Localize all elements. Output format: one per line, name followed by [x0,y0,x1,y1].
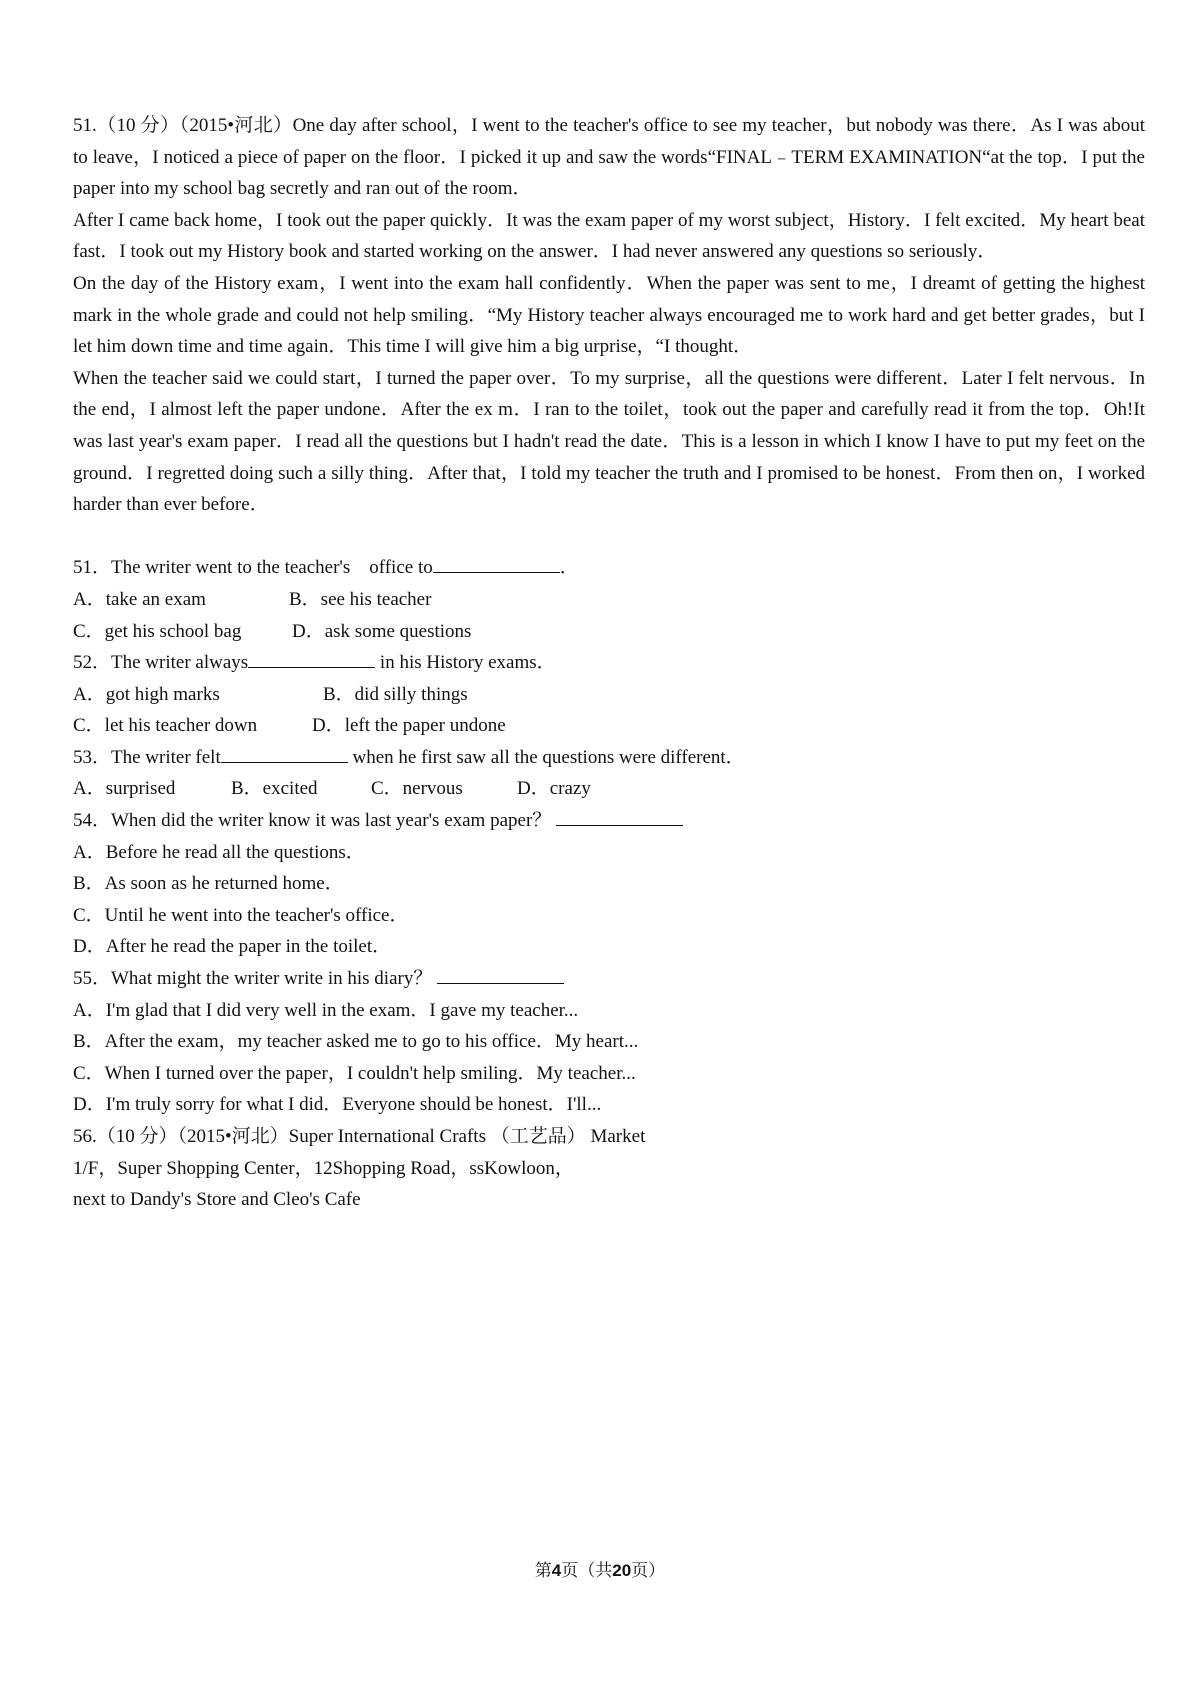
question-51-options-ab [73,584,1145,616]
answer-blank [433,555,560,573]
option-d: D．crazy [517,778,591,800]
option-b: B．As soon as he returned home． [73,873,344,895]
option-b: B．After the exam，my teacher asked me to go to his office．My heart... [73,1031,639,1053]
question-56-address: 1/F，Super Shopping Center，12Shopping Road，ssKowloon， [73,1157,574,1179]
option-a: A．take an exam [73,588,206,610]
option-d: D．ask some questions [292,620,472,642]
option-a: A．got high marks [73,683,220,705]
option-b: B．see his teacher [289,588,432,610]
option-d: D．left the paper undone [312,715,506,737]
passage-paragraph-4: When the teacher said we could start，I turned the paper over．To my surprise，all the questions were different．Later I felt nervous．In the end，I almost left the paper undone．After the ex m．I ran to the toilet，took out the paper and carefully read it from the top．Oh!It was last year's exam paper．I read all the questions but I hadn't read the date．This is a lesson in which I know I have to put my feet on the ground．I regretted doing such a silly thing．After that，I told my teacher the truth and I promised to be honest．From then on，I worked harder than ever before． [73,367,1145,516]
option-b: B．excited [231,778,318,800]
question-56-location: next to Dandy's Store and Cleo's Cafe [73,1189,361,1211]
question-56-header: 56.（10 分）（2015•河北）Super International Crafts （工艺品） Market [73,1126,646,1147]
option-c: C．get his school bag [73,620,242,642]
question-53-stem: 53．The writer felt when he first saw all the questions were different． [73,742,1145,774]
reading-passage [73,110,1145,521]
question-54-stem: 54．When did the writer know it was last year's exam paper？ [73,805,1145,837]
answer-blank [556,808,683,826]
question-53-options [73,773,1145,805]
question-list [73,552,1145,1215]
question-52-options-cd [73,710,1145,742]
page-total: 20 [612,1561,632,1580]
option-d: D．I'm truly sorry for what I did．Everyone should be honest．I'll... [73,1094,602,1116]
question-55-stem: 55．What might the writer write in his diary？ [73,963,1145,995]
page-number: 4 [551,1561,562,1580]
option-a: A．surprised [73,778,176,800]
option-c: C．nervous [371,778,463,800]
page-footer: 第4页（共20页） [534,1561,666,1580]
question-52-options-ab [73,679,1145,711]
document-body [73,110,1145,1216]
question-51-options-cd [73,616,1145,648]
question-51-stem: 51．The writer went to the teacher's office to ． [73,552,1145,584]
answer-blank [248,650,375,668]
option-c: C．When I turned over the paper，I couldn't help smiling．My teacher... [73,1062,636,1084]
option-d: D．After he read the paper in the toilet． [73,936,392,958]
passage-paragraph-3: On the day of the History exam，I went into the exam hall confidently．When the paper was sent to me，I dreamt of getting the highest mark in the whole grade and could not help smiling．“My History teacher always encouraged me to work hard and get better grades，but I let him down time and time again．This time I will give him a big urprise，“I thought． [73,272,1145,358]
question-header: 51.（10 分）（2015•河北） [73,115,293,136]
option-a: A．Before he read all the questions． [73,841,365,863]
option-c: C．let his teacher down [73,715,258,737]
passage-paragraph-1: 51.（10 分）（2015•河北）One day after school，I went to the teacher's office to see my teacher，but nobody was there．As I was about to leave，I noticed a piece of paper on the floor．I picked it up and saw the words“FINAL﹣TERM EXAMINATION“at the top．I put the paper into my school bag secretly and ran out of the room． [73,115,1146,200]
passage-paragraph-2: After I came back home，I took out the paper quickly．It was the exam paper of my worst subject，History．I felt excited．My heart beat fast．I took out my History book and started working on the answer．I had never answered any questions so seriously． [73,209,1145,263]
answer-blank [221,745,348,763]
option-b: B．did silly things [323,683,468,705]
option-c: C．Until he went into the teacher's office． [73,904,409,926]
answer-blank [437,966,564,984]
option-a: A．I'm glad that I did very well in the exam．I gave my teacher... [73,999,579,1021]
question-52-stem: 52．The writer always in his History exams． [73,647,1145,679]
